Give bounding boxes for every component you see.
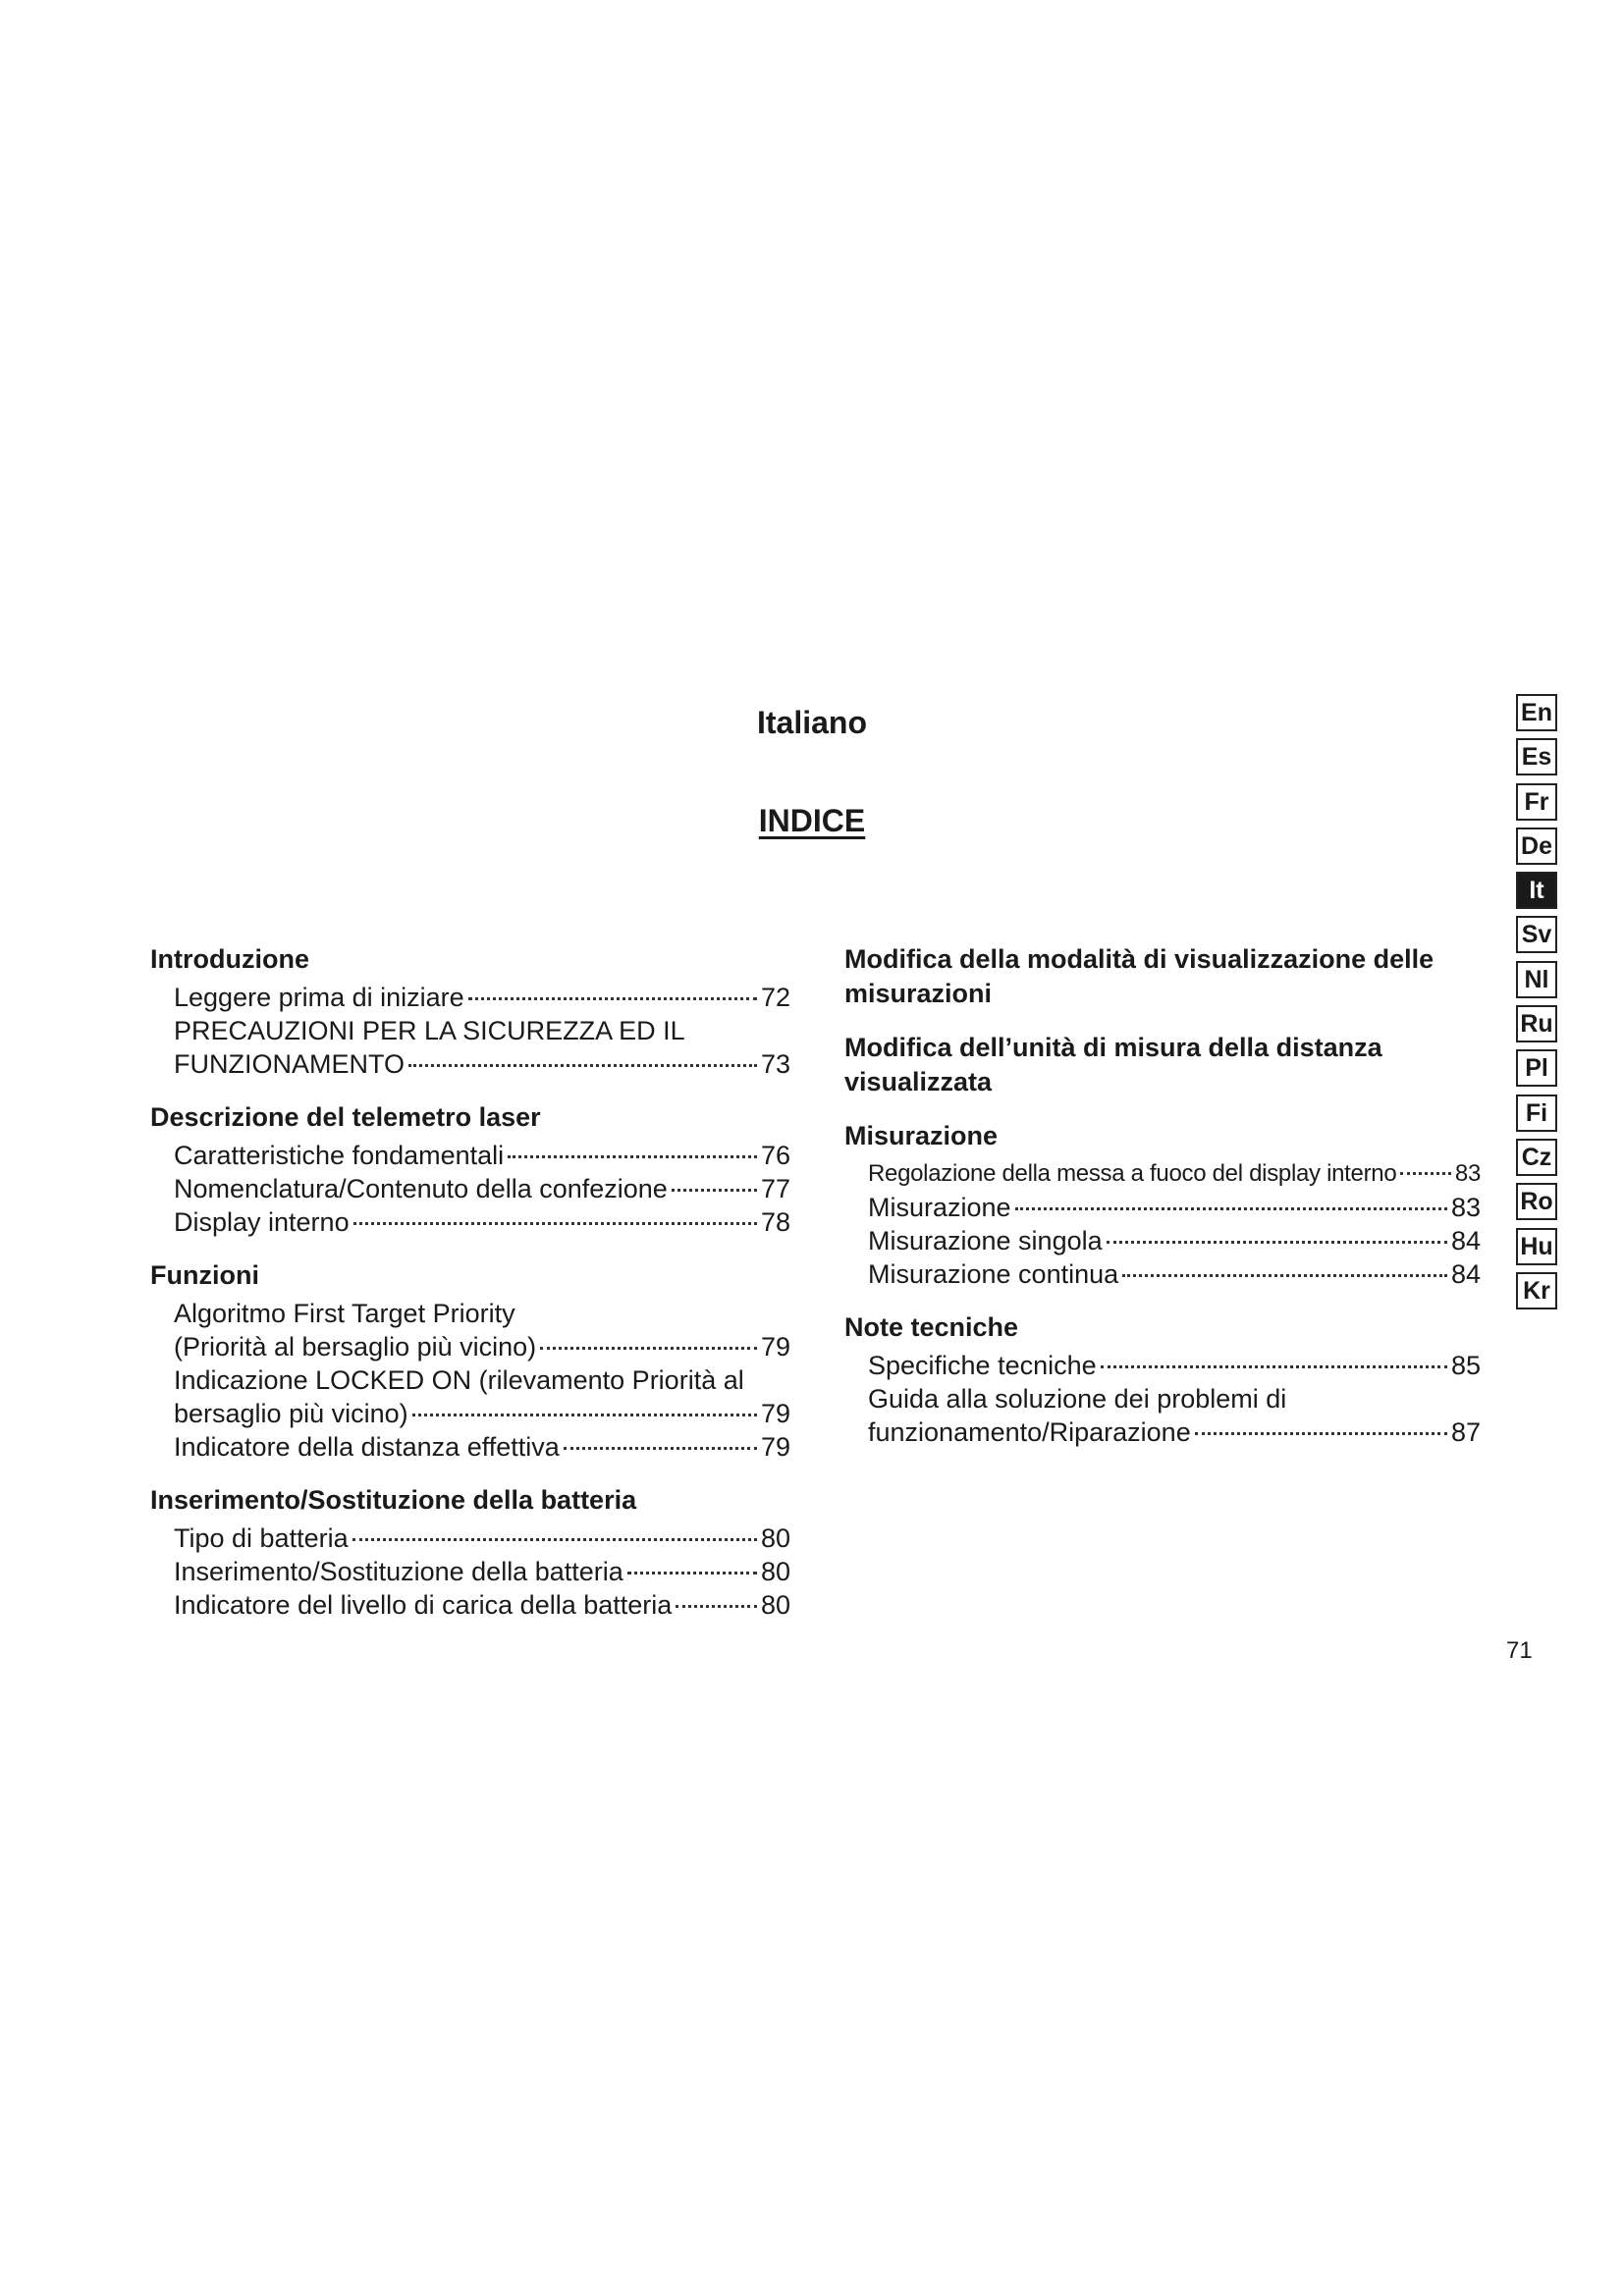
toc-entry-text: Misurazione continua <box>868 1259 1119 1289</box>
toc-entry-text: (Priorità al bersaglio più vicino) <box>174 1332 537 1362</box>
language-title: Italiano <box>756 705 867 740</box>
dot-leader <box>1195 1432 1447 1435</box>
toc-entry[interactable] <box>868 1157 1481 1191</box>
toc-entry-line <box>174 1205 790 1239</box>
toc-entry-text-line: Indicazione LOCKED ON (rilevamento Priorità al <box>174 1365 744 1395</box>
toc-entry-text-line: Guida alla soluzione dei problemi di <box>868 1384 1287 1414</box>
toc-entry[interactable] <box>174 1139 790 1172</box>
toc-entry-text: Misurazione <box>868 1193 1011 1222</box>
toc-entry-text: Tipo di batteria <box>174 1523 349 1553</box>
toc-entry-text: Indicatore della distanza effettiva <box>174 1432 560 1462</box>
toc-entry-text: Display interno <box>174 1207 350 1237</box>
toc-entry-line <box>174 1397 790 1430</box>
toc-entry-text: Misurazione singola <box>868 1226 1103 1255</box>
dot-leader <box>353 1222 757 1225</box>
dot-leader <box>408 1064 757 1067</box>
toc-section-introduzione <box>150 942 790 1081</box>
language-tab-es[interactable]: Es <box>1516 738 1557 775</box>
toc-entry-text-line: PRECAUZIONI PER LA SICUREZZA ED IL <box>174 1016 685 1045</box>
toc-section-title: Inserimento/Sostituzione della batteria <box>150 1485 637 1515</box>
toc-entry-line <box>868 1157 1481 1191</box>
page-number: 71 <box>1506 1637 1533 1664</box>
toc-entry-text: Inserimento/Sostituzione della batteria <box>174 1557 623 1586</box>
toc-entry-page-number: 79 <box>760 1399 790 1428</box>
language-tab-fi[interactable]: Fi <box>1516 1095 1557 1132</box>
toc-entry-line <box>868 1349 1481 1382</box>
toc-section-title: Introduzione <box>150 944 309 974</box>
toc-section-title: Misurazione <box>844 1121 999 1150</box>
dot-leader <box>1107 1241 1447 1244</box>
toc-entry[interactable] <box>174 1430 790 1464</box>
toc-section-title: Note tecniche <box>844 1312 1019 1342</box>
dot-leader <box>508 1155 757 1158</box>
toc-entry-line <box>174 981 790 1014</box>
toc-section-inserimento-sostituzione-della-batteria <box>150 1483 790 1622</box>
toc-entry-line <box>868 1191 1481 1224</box>
toc-entry[interactable] <box>174 1588 790 1622</box>
toc-entry[interactable] <box>174 1205 790 1239</box>
dot-leader <box>1015 1207 1447 1210</box>
dot-leader <box>352 1538 757 1541</box>
toc-entry-line <box>868 1415 1481 1449</box>
toc-section-note-tecniche <box>844 1310 1481 1449</box>
dot-leader <box>672 1189 757 1192</box>
toc-entry-text: Caratteristiche fondamentali <box>174 1141 505 1170</box>
toc-entry[interactable] <box>868 1224 1481 1257</box>
language-tab-sv[interactable]: Sv <box>1516 916 1557 953</box>
language-tab-ru[interactable]: Ru <box>1516 1005 1557 1042</box>
toc-entry-page-number: 80 <box>760 1590 790 1620</box>
language-tab-en[interactable]: En <box>1516 694 1557 731</box>
language-tab-de[interactable]: De <box>1516 828 1557 865</box>
language-tab-fr[interactable]: Fr <box>1516 783 1557 821</box>
toc-entry[interactable] <box>174 1522 790 1555</box>
toc-section-descrizione-del-telemetro-laser <box>150 1100 790 1239</box>
toc-entry-page-number: 84 <box>1450 1259 1481 1289</box>
toc-entry-page-number: 76 <box>760 1141 790 1170</box>
toc-entry-page-number: 79 <box>760 1432 790 1462</box>
toc-entry-page-number: 83 <box>1454 1160 1481 1187</box>
language-tab-it[interactable]: It <box>1516 872 1557 909</box>
dot-leader <box>1101 1365 1447 1368</box>
toc-entry-page-number: 83 <box>1450 1193 1481 1222</box>
language-tab-kr[interactable]: Kr <box>1516 1272 1557 1309</box>
toc-entry[interactable] <box>174 1014 790 1081</box>
toc-entry-line <box>174 1139 790 1172</box>
toc-entry-text-line: Algoritmo First Target Priority <box>174 1299 515 1328</box>
dot-leader <box>468 997 757 1000</box>
dot-leader <box>412 1414 757 1416</box>
toc-entry-line <box>174 1172 790 1205</box>
toc-entry-line <box>174 1522 790 1555</box>
toc-entry-page-number: 77 <box>760 1174 790 1203</box>
toc-section-modifica-della-modalita-di-visualizzazio <box>844 942 1481 1011</box>
toc-entry-text: Specifiche tecniche <box>868 1351 1097 1380</box>
toc-entry-page-number: 80 <box>760 1557 790 1586</box>
toc-entry-text: funzionamento/Riparazione <box>868 1417 1191 1447</box>
language-tab-ro[interactable]: Ro <box>1516 1183 1557 1220</box>
toc-entry-line <box>174 1047 790 1081</box>
toc-section-misurazione <box>844 1119 1481 1291</box>
toc-section-title: Modifica della modalità di visualizzazione delle misurazioni <box>844 944 1435 1008</box>
toc-entry[interactable] <box>174 1297 790 1363</box>
toc-entry-page-number: 85 <box>1450 1351 1481 1380</box>
index-title: INDICE <box>758 803 866 838</box>
toc-entry-page-number: 80 <box>760 1523 790 1553</box>
toc-section-modifica-dell-unita-di-misura-della-dist <box>844 1031 1481 1099</box>
toc-entry-text: FUNZIONAMENTO <box>174 1049 405 1079</box>
toc-entry-page-number: 84 <box>1450 1226 1481 1255</box>
toc-entry-page-number: 72 <box>760 983 790 1012</box>
toc-section-title: Funzioni <box>150 1260 259 1290</box>
dot-leader <box>564 1447 757 1450</box>
toc-entry-line <box>174 1555 790 1588</box>
dot-leader <box>1122 1274 1447 1277</box>
toc-entry[interactable] <box>868 1382 1481 1449</box>
language-tabs <box>1516 694 1559 1316</box>
toc-entry-page-number: 87 <box>1450 1417 1481 1447</box>
toc-entry[interactable] <box>174 981 790 1014</box>
language-tab-cz[interactable]: Cz <box>1516 1139 1557 1176</box>
toc-entry[interactable] <box>868 1349 1481 1382</box>
toc-column-left <box>150 942 790 1641</box>
dot-leader <box>676 1605 757 1608</box>
toc-entry-page-number: 78 <box>760 1207 790 1237</box>
toc-entry-text: Regolazione della messa a fuoco del display interno <box>868 1160 1397 1187</box>
toc-entry[interactable] <box>174 1555 790 1588</box>
toc-column-right <box>844 942 1481 1468</box>
toc-entry[interactable] <box>868 1257 1481 1291</box>
toc-entry-line <box>868 1224 1481 1257</box>
language-tab-nl[interactable]: Nl <box>1516 961 1557 998</box>
dot-leader <box>540 1347 757 1350</box>
toc-entry[interactable] <box>174 1172 790 1205</box>
toc-section-title: Modifica dell’unità di misura della distanza visualizzata <box>844 1033 1382 1096</box>
toc-entry-text: bersaglio più vicino) <box>174 1399 408 1428</box>
toc-entry-line <box>868 1257 1481 1291</box>
toc-entry-line <box>174 1588 790 1622</box>
toc-entry-line <box>174 1430 790 1464</box>
toc-entry-text: Leggere prima di iniziare <box>174 983 464 1012</box>
toc-section-funzioni <box>150 1258 790 1464</box>
language-tab-pl[interactable]: Pl <box>1516 1049 1557 1087</box>
toc-entry-page-number: 79 <box>760 1332 790 1362</box>
toc-entry[interactable] <box>174 1363 790 1430</box>
toc-entry-text: Indicatore del livello di carica della batteria <box>174 1590 673 1620</box>
dot-leader <box>627 1572 757 1575</box>
language-tab-hu[interactable]: Hu <box>1516 1228 1557 1265</box>
toc-entry-line <box>174 1330 790 1363</box>
toc-section-title: Descrizione del telemetro laser <box>150 1102 541 1132</box>
toc-entry-page-number: 73 <box>760 1049 790 1079</box>
dot-leader <box>1400 1172 1451 1175</box>
toc-entry-text: Nomenclatura/Contenuto della confezione <box>174 1174 668 1203</box>
toc-entry[interactable] <box>868 1191 1481 1224</box>
